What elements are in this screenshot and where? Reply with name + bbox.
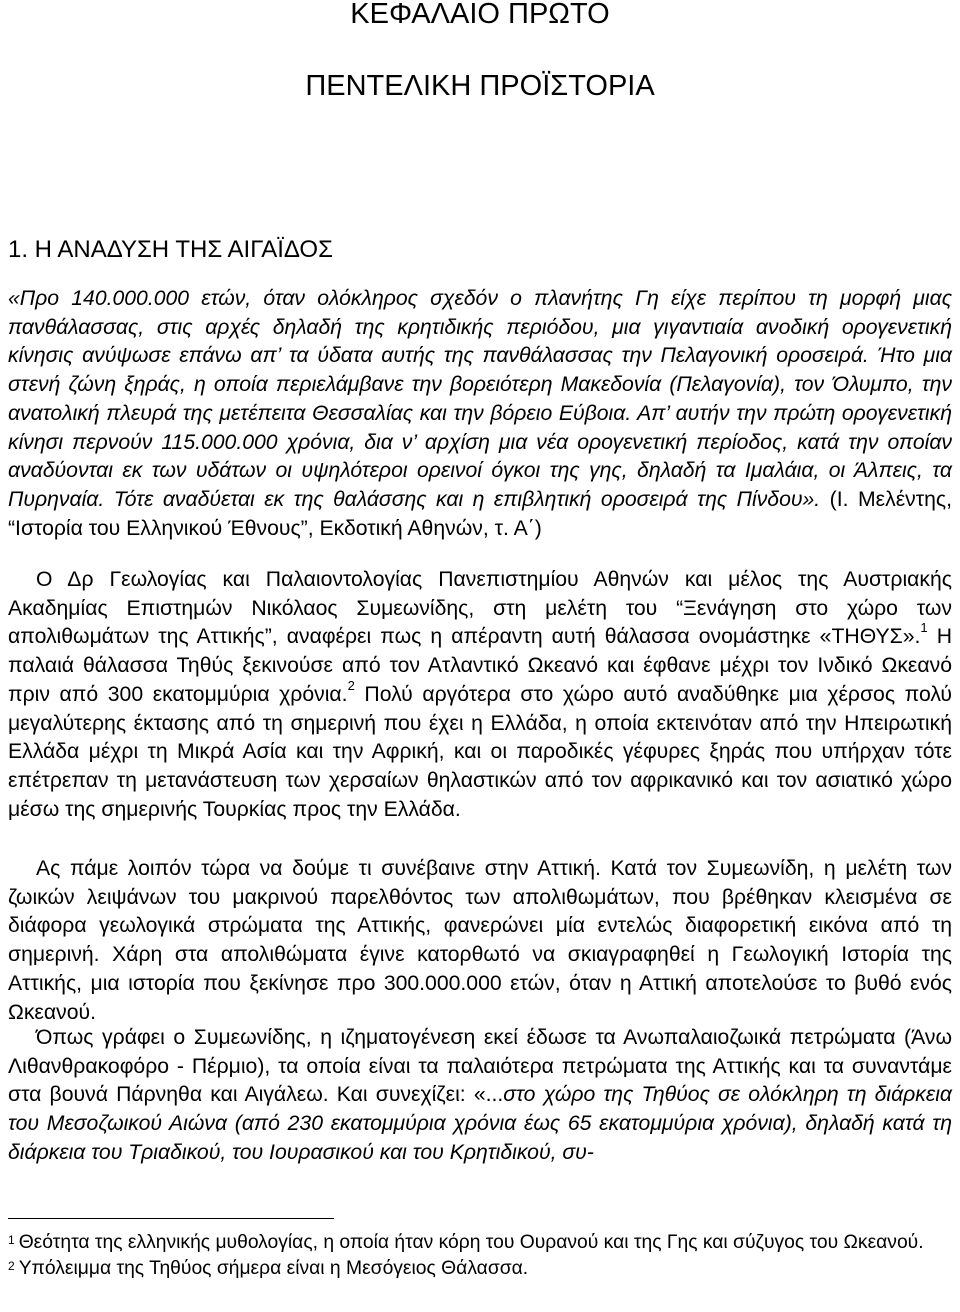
paragraph-1-text-c: Πολύ αργότερα στο χώρο αυτό αναδύθηκε μια χέρσος πολύ μεγαλύτερης έκτασης από τη σημερινή που έχει η Ελλάδα, η οποία εκτεινόταν από την Ηπειρωτική Ελλάδα μέχρι τη Μικρά Ασία και την Αφρική, και οι παροδικές γέφυρες ξηράς που υπήρχαν τότε επέτρεπαν τη μετανάστευση των χερσαίων θηλαστικών από τον αφρικανικό και τον ασιατικό χώρο μέσω της σημερινής Τουρκίας προς την Ελλάδα.	[8, 682, 953, 821]
paragraph-1-text-b: Η παλαιά θάλασσα Τηθύς ξεκινούσε από τον Ατλαντικό Ωκεανό και έφθανε μέχρι τον Ινδικό Ωκεανό πριν από 300 εκατομμύρια χρόνια.	[8, 625, 953, 706]
quote-text: «Προ 140.000.000 ετών, όταν ολόκληρος σχεδόν ο πλανήτης Γη είχε περίπου τη μορφή μιας πανθάλασσας, στις αρχές δηλαδή της κρητιδικής περιόδου, μια γιγαντιαία ανοδική ορογενετική κίνησις ανύψωσε επάνω απ’ τα ύδατα αυτής της πανθάλασσας την Πελαγονική οροσειρά. Ήτο μια στενή ζώνη ξηράς, η οποία περιελάμβανε την βορειότερη Μακεδονία (Πελαγονία), τον Όλυμπο, την ανατολική πλευρά της μετέπειτα Θεσσαλίας και την βόρειο Εύβοια. Απ’ αυτήν την πρώτη ορογενετική κίνησι περνούν 115.000.000 χρόνια, δια ν’ αρχίση μια νέα ορογενετική περίοδος, κατά την οποίαν αναδύονται εκ των υδάτων οι υψηλότεροι ορεινοί όγκοι της γης, δηλαδή τα Ιμαλάια, οι Άλπεις, τα Πυρηναία. Τότε αναδύεται εκ της θαλάσσης και η επιβλητική οροσειρά της Πίνδου».	[8, 287, 952, 511]
quote-citation: (Ι. Μελέντης, “Ιστορία του Ελληνικού Έθνους”, Εκδοτική Αθηνών, τ. Α΄)	[8, 487, 952, 540]
footnote-separator	[8, 1218, 334, 1219]
paragraph-3-quote: στο χώρο της Τηθύος σε ολόκληρη τη διάρκεια του Μεσοζωικού Αιώνα (από 230 εκατομμύρια χρόνια έως 65 εκατομμύρια χρόνια), δηλαδή κατά τη διάρκεια του Τριαδικού, του Ιουρασικού και του Κρητιδικού, συ-	[8, 1083, 952, 1164]
footnote-2	[8, 1256, 952, 1282]
paragraph-3-text-a: Όπως γράφει ο Συμεωνίδης, η ιζηματογένεση εκεί έδωσε τα Ανωπαλαιοζωικά πετρώματα (Άνω Λιθανθρακοφόρο - Πέρμιο), τα οποία είναι τα παλαιότερα πετρώματα της Αττικής και τα συναντάμε στα βουνά Πάρνηθα και Αιγάλεω. Και συνεχίζει: «...	[8, 1026, 952, 1107]
footnote-1	[8, 1230, 952, 1256]
footnote-ref-1: 1	[920, 620, 928, 636]
footnote-text: Υπόλειμμα της Τηθύος σήμερα είναι η Μεσόγειος Θάλασσα.	[18, 1258, 529, 1279]
section-heading: 1. Η ΑΝΑΔΥΣΗ ΤΗΣ ΑΙΓΑΪΔΟΣ	[8, 236, 333, 263]
paragraph-1-text-a: Ο Δρ Γεωλογίας και Παλαιοντολογίας Πανεπιστημίου Αθηνών και μέλος της Αυστριακής Ακαδημίας Επιστημών Νικόλαος Συμεωνίδης, στη μελέτη του “Ξενάγηση στο χώρο των απολιθωμάτων της Αττικής”, αναφέρει πως η απέραντη αυτή θάλασσα ονομάστηκε «ΤΗΘΥΣ».	[8, 568, 952, 649]
footnote-number: 1	[8, 1233, 15, 1247]
paragraph-2	[8, 855, 952, 1027]
footnote-number: 2	[8, 1259, 15, 1273]
chapter-label: ΚΕΦΑΛΑΙΟ ΠΡΩΤΟ	[350, 0, 610, 30]
footnotes	[8, 1230, 952, 1282]
footnote-ref-2: 2	[347, 677, 355, 693]
chapter-title: ΠΕΝΤΕΛΙΚΗ ΠΡΟΪΣΤΟΡΙΑ	[305, 70, 655, 102]
quote-paragraph	[8, 285, 952, 543]
paragraph-2-text: Ας πάμε λοιπόν τώρα να δούμε τι συνέβαινε στην Αττική. Κατά τον Συμεωνίδη, η μελέτη των ζωικών λειψάνων του μακρινού παρελθόντος των απολιθωμάτων, που βρέθηκαν κλεισμένα σε διάφορα γεωλογικά στρώματα της Αττικής, φανερώνει μία εντελώς διαφορετική εικόνα από τη σημερινή. Χάρη στα απολιθώματα έγινε κατορθωτό να σκιαγραφηθεί η Γεωλογική Ιστορία της Αττικής, μια ιστορία που ξεκίνησε προ 300.000.000 ετών, όταν η Αττική αποτελούσε το βυθό ενός Ωκεανού.	[8, 857, 952, 1024]
footnote-text: Θεότητα της ελληνικής μυθολογίας, η οποία ήταν κόρη του Ουρανού και της Γης και σύζυγος του Ωκεανού.	[18, 1232, 924, 1253]
paragraph-3	[8, 1024, 952, 1168]
paragraph-1	[8, 566, 952, 824]
